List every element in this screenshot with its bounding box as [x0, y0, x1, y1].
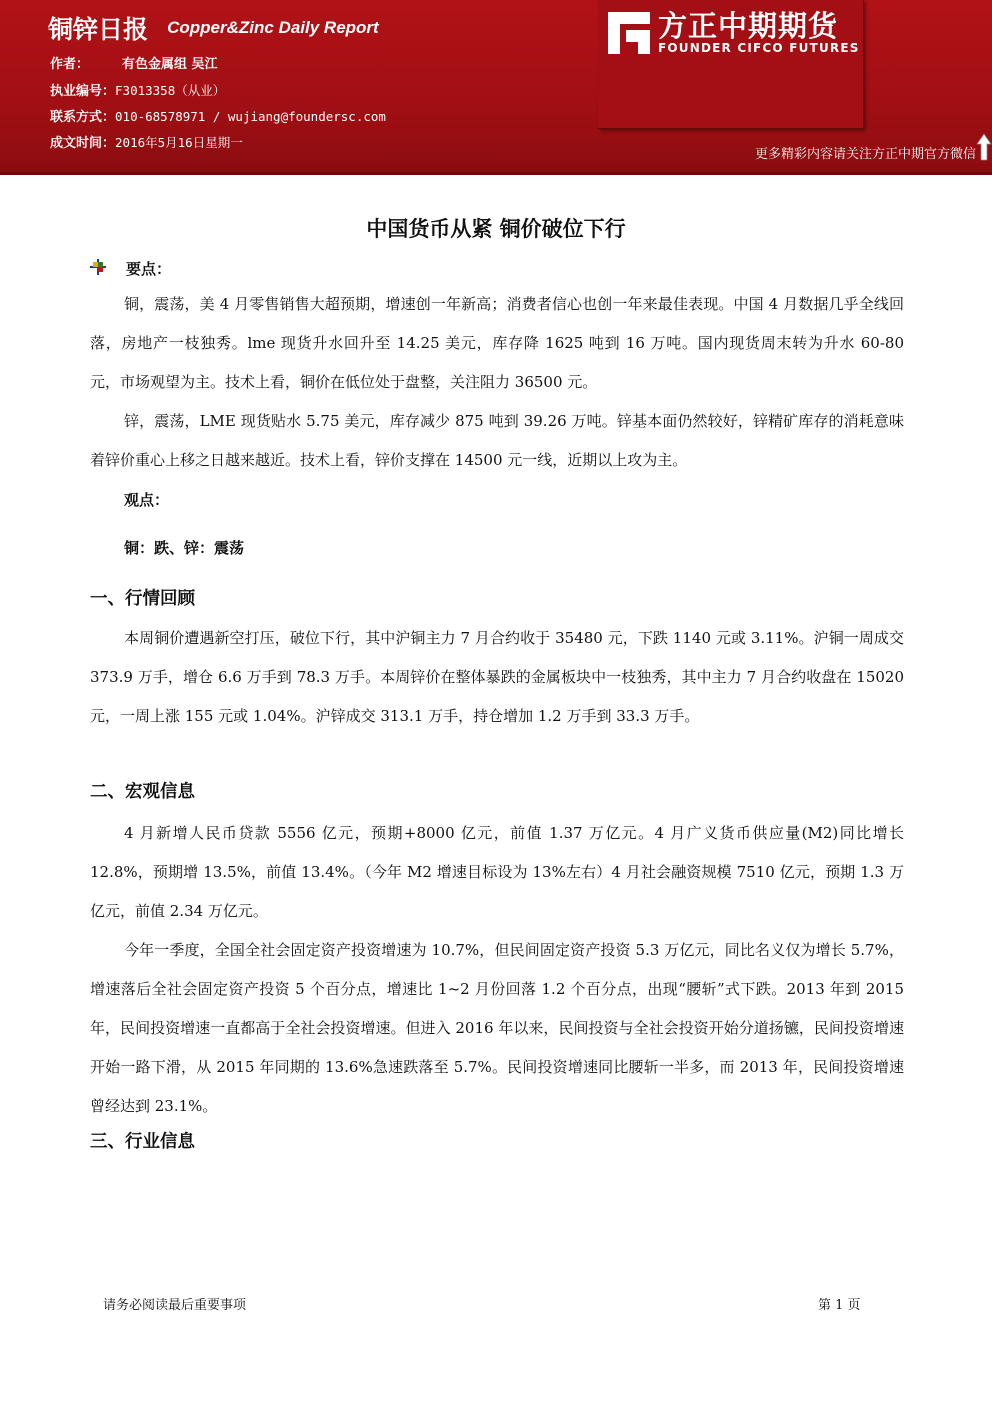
section-heading-industry: 三、行业信息 — [90, 1132, 195, 1152]
logo-text-en: FOUNDER CIFCO FUTURES — [658, 41, 860, 55]
footer-disclaimer: 请务必阅读最后重要事项 — [103, 1298, 247, 1313]
document-title: 中国货币从紧 铜价破位下行 — [366, 217, 626, 241]
page-number: 第 1 页 — [818, 1298, 861, 1313]
keypoint-copper: 铜，震荡，美 4 月零售销售大超预期，增速创一年新高；消费者信心也创一年来最佳表现。中国 4 月数据几乎全线回落，房地产一枝独秀。lme 现货升水回升至 14.25 美元，库存降 1625 吨到 16 万吨。国内现货周末转为升水 60-80 元，市场观望为主。技术上看，铜价在低位处于盘整，关注阻力 36500 元。 — [90, 295, 904, 391]
bullet-icon — [90, 259, 106, 275]
subscribe-text: 更多精彩内容请关注方正中期官方微信 — [754, 147, 976, 162]
meta-contact — [50, 104, 386, 130]
meta-author — [50, 52, 386, 78]
company-logo — [598, 0, 864, 129]
keypoint-zinc: 锌，震荡，LME 现货贴水 5.75 美元，库存减少 875 吨到 39.26 万吨。锌基本面仍然较好，锌精矿库存的消耗意味着锌价重心上移之日越来越近。技术上看，锌价支撑在 14500 元一线，近期以上攻为主。 — [90, 412, 904, 469]
view-label: 观点： — [124, 491, 170, 509]
section-paragraph: 今年一季度，全国全社会固定资产投资增速为 10.7%，但民间固定资产投资 5.3 万亿元，同比名义仅为增长 5.7%，增速落后全社会固定资产投资 5 个百分点，增速比 1~2 月份回落 1.2 个百分点，出现“腰斩”式下跌。2013 年到 2015 年，民间投资增速一直都高于全社会投资增速。但进入 2016 年以来，民间投资与全社会投资开始分道扬镳，民间投资增速开始一路下滑，从 2015 年同期的 13.6%急速跌落至 5.7%。民间投资增速同比腰斩一半多，而 2013 年，民间投资增速曾经达到 23.1%。 — [90, 941, 904, 1115]
meta-value: 010-68578971 / wujiang@foundersc.com — [115, 109, 386, 124]
meta-label: 作者： — [50, 57, 90, 72]
document-body — [90, 255, 904, 1153]
report-header — [0, 0, 992, 175]
author-meta — [50, 52, 386, 156]
section-heading-macro: 二、宏观信息 — [90, 782, 195, 802]
meta-value: F3013358（从业） — [115, 83, 226, 98]
founder-logo-icon — [604, 8, 654, 58]
report-title-en: Copper&Zinc Daily Report — [167, 18, 379, 37]
meta-value: 2016年5月16日星期一 — [115, 135, 243, 150]
keypoints-label: 要点： — [126, 260, 172, 278]
view-text: 铜：跌、锌：震荡 — [124, 539, 245, 557]
meta-date — [50, 130, 386, 156]
logo-text-cn: 方正中期期货 — [658, 9, 839, 43]
meta-label: 成文时间： — [50, 136, 116, 151]
section-heading-market-review: 一、行情回顾 — [90, 589, 195, 609]
section-paragraph: 本周铜价遭遇新空打压，破位下行，其中沪铜主力 7 月合约收于 35480 元，下跌 1140 元或 3.11%。沪铜一周成交 373.9 万手，增仓 6.6 万手到 78.3 万手。本周锌价在整体暴跌的金属板块中一枝独秀，其中主力 7 月合约收盘在 15020 元，一周上涨 155 元或 1.04%。沪锌成交 313.1 万手，持仓增加 1.2 万手到 33.3 万手。 — [90, 629, 904, 725]
section-paragraph: 4 月新增人民币贷款 5556 亿元，预期+8000 亿元，前值 1.37 万亿元。4 月广义货币供应量(M2)同比增长 12.8%，预期增 13.5%，前值 13.4%。（今年 M2 增速目标设为 13%左右）4 月社会融资规模 7510 亿元，预期 1.3 万亿元，前值 2.34 万亿元。 — [90, 824, 904, 920]
report-title — [48, 10, 379, 46]
keypoints-heading — [90, 255, 904, 285]
meta-label: 联系方式： — [50, 110, 116, 125]
report-title-cn: 铜锌日报 — [48, 15, 149, 44]
meta-license — [50, 78, 386, 104]
meta-value: 有色金属组 吴江 — [122, 57, 218, 72]
meta-label: 执业编号： — [50, 84, 116, 99]
up-arrow-icon — [976, 133, 992, 161]
